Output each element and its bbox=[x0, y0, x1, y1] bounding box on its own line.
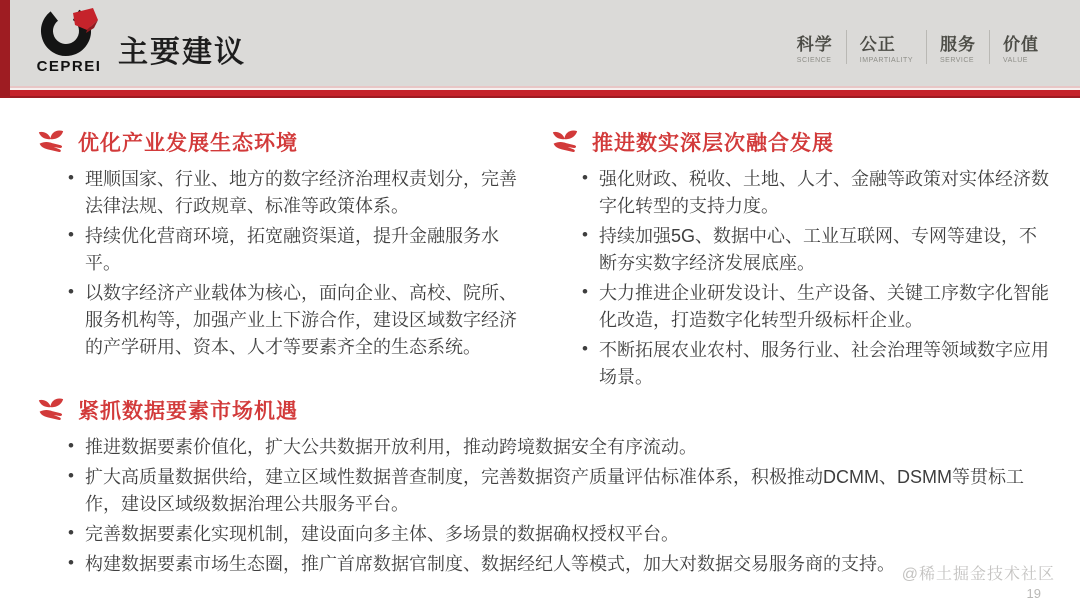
brand-value-value bbox=[989, 30, 1052, 64]
bullet-list bbox=[36, 434, 1052, 578]
bullet-item: • 持续加强5G、数据中心、工业互联网、专网等建设，不断夯实数字经济发展底座。 bbox=[580, 223, 1052, 277]
brand-value-service bbox=[926, 30, 989, 64]
value-cn: 价值 bbox=[1003, 35, 1039, 54]
bullet-item: • 不断拓展农业农村、服务行业、社会治理等领域数字应用场景。 bbox=[580, 337, 1052, 391]
cepri-logo bbox=[24, 3, 114, 75]
section-title: 推进数实深层次融合发展 bbox=[592, 132, 834, 155]
left-accent-strip bbox=[0, 0, 10, 98]
brand-value-science bbox=[784, 30, 846, 64]
hand-book-icon bbox=[36, 129, 66, 155]
section-data-element-market bbox=[36, 395, 1052, 581]
page-number: 19 bbox=[1026, 586, 1041, 601]
bullet-item: • 大力推进企业研发设计、生产设备、关键工序数字化智能化改造，打造数字化转型升级标杆企业。 bbox=[580, 280, 1052, 334]
section-heading bbox=[36, 127, 534, 157]
bullet-item: • 理顺国家、行业、地方的数字经济治理权责划分，完善法律法规、行政规章、标准等政策体系。 bbox=[66, 166, 534, 220]
bullet-item: • 构建数据要素市场生态圈，推广首席数据官制度、数据经纪人等模式，加大对数据交易服务商的支持。 bbox=[66, 551, 1052, 578]
bullet-item: • 持续优化营商环境，拓宽融资渠道，提升金融服务水平。 bbox=[66, 223, 534, 277]
bullet-list bbox=[36, 166, 534, 361]
brand-value-impartiality bbox=[846, 30, 926, 64]
page-title: 主要建议 bbox=[118, 36, 246, 69]
watermark: @稀土掘金技术社区 bbox=[901, 566, 1055, 583]
brand-values bbox=[784, 30, 1052, 64]
section-title: 优化产业发展生态环境 bbox=[78, 132, 298, 155]
value-en: VALUE bbox=[1003, 57, 1028, 64]
header-divider-bar bbox=[0, 86, 1080, 98]
bullet-item: • 以数字经济产业载体为核心，面向企业、高校、院所、服务机构等，加强产业上下游合作，建设区域数字经济的产学研用、资本、人才等要素齐全的生态系统。 bbox=[66, 280, 534, 361]
section-heading bbox=[550, 127, 1052, 157]
cepri-logo-icon bbox=[37, 3, 101, 61]
bullet-item: • 强化财政、税收、土地、人才、金融等政策对实体经济数字化转型的支持力度。 bbox=[580, 166, 1052, 220]
bullet-list bbox=[550, 166, 1052, 391]
section-industry-ecosystem bbox=[36, 127, 534, 364]
bullet-item: • 扩大高质量数据供给，建立区域性数据普查制度，完善数据资产质量评估标准体系，积极推动DCMM、DSMM等贯标工作，建设区域级数据治理公共服务平台。 bbox=[66, 464, 1052, 518]
bullet-item: • 完善数据要素化实现机制，建设面向多主体、多场景的数据确权授权平台。 bbox=[66, 521, 1052, 548]
value-cn: 服务 bbox=[940, 35, 976, 54]
hand-book-icon bbox=[36, 397, 66, 423]
section-title: 紧抓数据要素市场机遇 bbox=[78, 400, 298, 423]
value-en: IMPARTIALITY bbox=[859, 57, 913, 64]
value-cn: 科学 bbox=[796, 35, 833, 54]
logo-text: CEPREI bbox=[36, 58, 102, 75]
section-digital-real-integration bbox=[550, 127, 1052, 394]
value-en: SERVICE bbox=[940, 57, 975, 64]
hand-book-icon bbox=[550, 129, 580, 155]
bullet-item: • 推进数据要素价值化，扩大公共数据开放利用，推动跨境数据安全有序流动。 bbox=[66, 434, 1052, 461]
slide-header bbox=[0, 0, 1080, 86]
value-cn: 公正 bbox=[859, 35, 896, 54]
section-heading bbox=[36, 395, 1052, 425]
value-en: SCIENCE bbox=[796, 57, 832, 64]
